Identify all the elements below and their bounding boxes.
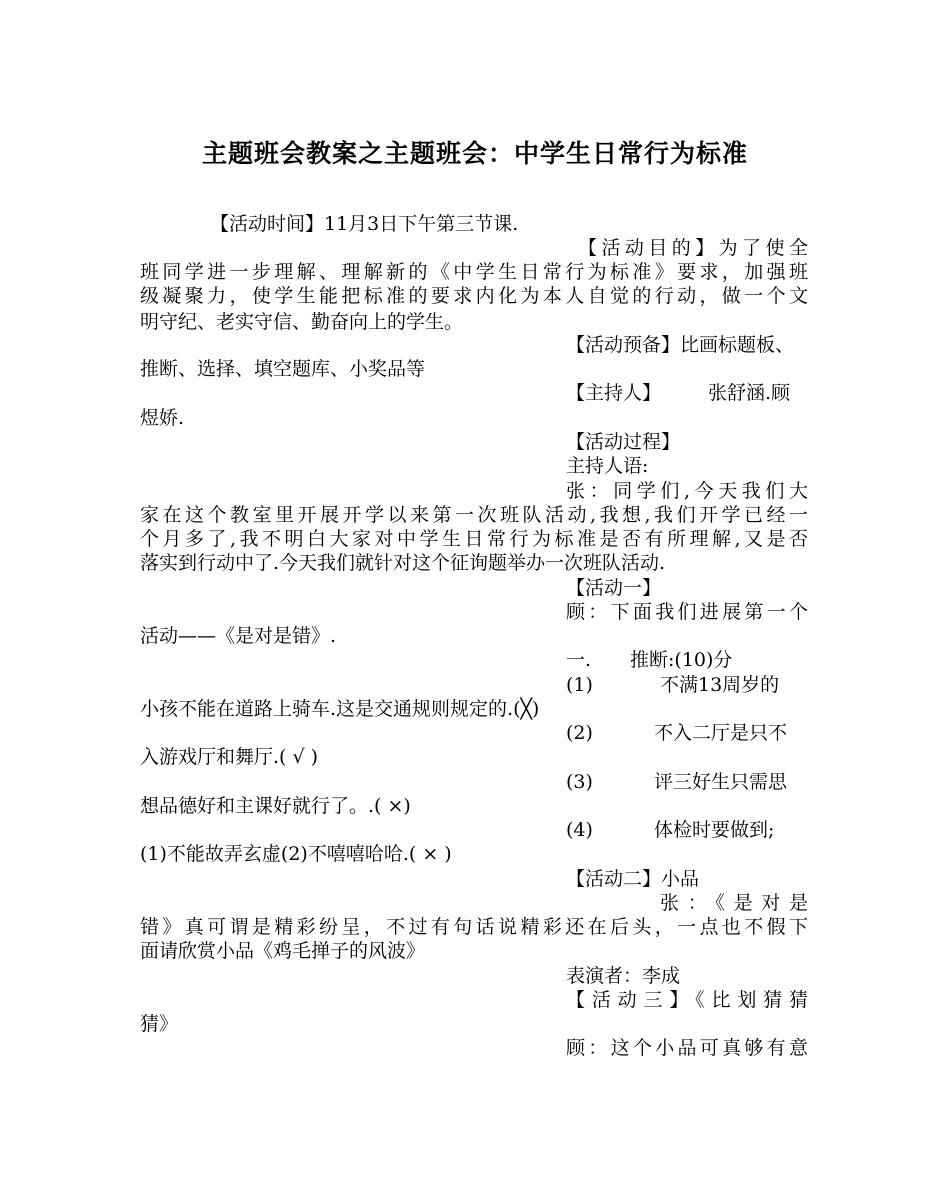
- text-line: 不入二厅是只不: [654, 722, 788, 744]
- text-line: 张舒涵.顾: [708, 382, 791, 404]
- text-line: 小孩不能在道路上骑车.这是交通规则规定的.(╳): [140, 698, 540, 720]
- text-line: 级凝聚力，使学生能把标准的要求内化为本人自觉的行动，做一个文: [140, 285, 808, 307]
- text-line: 面请欣赏小品《鸡毛掸子的风波》: [140, 940, 426, 962]
- text-line: 推断、选择、填空题库、小奖品等: [140, 358, 426, 380]
- text-line: 活动——《是对是错》.: [140, 625, 337, 647]
- text-line: 明守纪、老实守信、勤奋向上的学生。: [140, 311, 464, 333]
- text-line: 入游戏厅和舞厅.( √ ): [140, 746, 319, 768]
- text-line: 一.: [566, 649, 592, 671]
- text-line: 【活动目的】为了使全: [578, 237, 808, 259]
- text-line: 【活动一】: [566, 577, 662, 599]
- text-line: 【活动预备】比画标题板、: [566, 334, 795, 356]
- text-line: 班同学进一步理解、理解新的《中学生日常行为标准》要求，加强班: [140, 261, 808, 283]
- text-line: 【活动三】《比划猜猜: [566, 989, 808, 1011]
- text-line: 推断:(10)分: [630, 649, 733, 671]
- document-title: 主题班会教案之主题班会：中学生日常行为标准: [201, 139, 748, 168]
- text-line: 顾：下面我们进展第一个: [566, 601, 808, 623]
- text-line: 张：同学们,今天我们大: [566, 480, 808, 502]
- text-line: 【活动时间】11月3日下午第三节课.: [210, 213, 519, 235]
- text-line: 体检时要做到;: [654, 819, 775, 841]
- text-line: (1): [566, 674, 593, 696]
- text-line: 表演者：李成: [566, 965, 681, 987]
- text-line: (2): [566, 722, 593, 744]
- text-line: 顾：这个小品可真够有意: [566, 1037, 808, 1059]
- text-line: 错》真可谓是精彩纷呈，不过有句话说精彩还在后头，一点也不假下: [140, 916, 808, 938]
- text-line: 不满13周岁的: [660, 674, 780, 696]
- text-line: (3): [566, 771, 593, 793]
- text-line: 【活动过程】: [566, 431, 681, 453]
- text-line: 猜》: [140, 1013, 179, 1035]
- text-line: 张：《是对是: [660, 892, 808, 914]
- text-line: (4): [566, 819, 593, 841]
- text-line: 家在这个教室里开展开学以来第一次班队活动,我想,我们开学已经一: [140, 504, 808, 526]
- text-line: 想品德好和主课好就行了。.( ×): [140, 795, 411, 817]
- text-line: 评三好生只需思: [654, 771, 788, 793]
- text-line: 【主持人】: [566, 382, 662, 404]
- text-line: 煜娇.: [140, 407, 185, 429]
- text-line: 【活动二】小品: [566, 868, 700, 890]
- text-line: 个月多了,我不明白大家对中学生日常行为标准是否有所理解,又是否: [140, 528, 808, 550]
- text-line: 落实到行动中了.今天我们就针对这个征询题举办一次班队活动.: [140, 552, 666, 574]
- text-line: (1)不能故弄玄虚(2)不嘻嘻哈哈.( × ): [140, 843, 452, 865]
- text-line: 主持人语:: [566, 455, 649, 477]
